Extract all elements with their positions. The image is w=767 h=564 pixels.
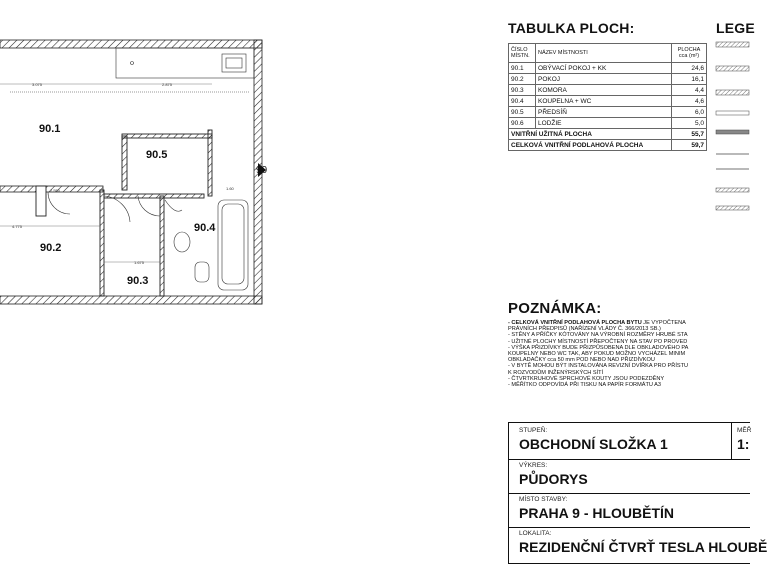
outer-walls bbox=[0, 40, 262, 304]
room-number: 90.6 bbox=[509, 118, 536, 129]
total-floor-value: 59,7 bbox=[672, 140, 707, 151]
room-area: 4,4 bbox=[672, 85, 707, 96]
room-area: 24,6 bbox=[672, 63, 707, 74]
site-label: MÍSTO STAVBY: bbox=[519, 496, 568, 503]
table-row bbox=[509, 118, 707, 129]
locality-label: LOKALITA: bbox=[519, 530, 552, 537]
title-row-divider bbox=[509, 459, 750, 460]
notes-heading: POZNÁMKA: bbox=[508, 300, 602, 317]
room-label: 90.4 bbox=[194, 222, 216, 234]
scale-value: 1: bbox=[737, 436, 750, 452]
drawing-label: VÝKRES: bbox=[519, 462, 548, 469]
note-text: JE VYPOČTENA bbox=[641, 320, 686, 326]
legend-swatches bbox=[716, 40, 749, 220]
notes-list bbox=[508, 320, 749, 388]
note-text: - UŽITNÉ PLOCHY MÍSTNOSTÍ PŘEPOČTENY NA STAV PO PROVED bbox=[508, 338, 688, 345]
total-inner-label: VNITŘNÍ UŽITNÁ PLOCHA bbox=[509, 129, 672, 140]
room-area: 4,6 bbox=[672, 96, 707, 107]
room-label: 90.2 bbox=[40, 242, 62, 254]
site-value: PRAHA 9 - HLOUBĚTÍN bbox=[519, 505, 675, 521]
dim-label: 3.075 bbox=[32, 82, 43, 87]
legend-swatch bbox=[716, 111, 749, 115]
room-name: LODŽIE bbox=[536, 118, 672, 129]
legend-swatch bbox=[716, 42, 749, 47]
room-area: 5,0 bbox=[672, 118, 707, 129]
legend-swatch bbox=[716, 206, 749, 210]
dim-label: 1.60 bbox=[226, 186, 234, 191]
note-text: KOUPELNY NEBO WC TAK, ABY POKUD MOŽNO VYCHÁZEL MINIM bbox=[508, 351, 686, 358]
floor-plan bbox=[0, 0, 300, 330]
col-area-header: PLOCHA cca (m²) bbox=[672, 44, 707, 63]
area-table bbox=[508, 43, 707, 151]
note-line bbox=[508, 382, 749, 388]
dim-label: 2.550 bbox=[50, 188, 61, 193]
kitchen-counter bbox=[10, 48, 254, 92]
room-name: KOMORA bbox=[536, 85, 672, 96]
room-area: 16,1 bbox=[672, 74, 707, 85]
col-number-header: ČÍSLO MÍSTN. bbox=[509, 44, 536, 63]
dim-label: 4.775 bbox=[12, 224, 23, 229]
section-marker-label: 90 bbox=[256, 165, 268, 176]
title-row-divider bbox=[509, 493, 750, 494]
note-text: - STĚNY A PŘÍČKY KÓTOVÁNY NA VÝROBNÍ ROZMĚRY HRUBÉ STA bbox=[508, 332, 688, 339]
dim-label: 1.675 bbox=[134, 260, 145, 265]
room-name: KOUPELNA + WC bbox=[536, 96, 672, 107]
drawing-value: PŮDORYS bbox=[519, 471, 588, 487]
room-number: 90.5 bbox=[509, 107, 536, 118]
col-name-header: NÁZEV MÍSTNOSTI bbox=[536, 44, 672, 63]
table-row bbox=[509, 85, 707, 96]
room-number: 90.3 bbox=[509, 85, 536, 96]
note-text: K ROZVODŮM INŽENÝRSKÝCH SÍTÍ bbox=[508, 369, 604, 376]
locality-value: REZIDENČNÍ ČTVRŤ TESLA HLOUBĚ bbox=[519, 539, 767, 555]
note-text: - MĚŘÍTKO ODPOVÍDÁ PŘI TISKU NA PAPÍR FORMÁTU A3 bbox=[508, 382, 662, 389]
scale-divider bbox=[731, 423, 732, 459]
room-name: POKOJ bbox=[536, 74, 672, 85]
stage-value: OBCHODNÍ SLOŽKA 1 bbox=[519, 436, 668, 452]
area-table-heading: TABULKA PLOCH: bbox=[508, 20, 635, 36]
table-header-row bbox=[509, 44, 707, 63]
room-name: PŘEDSÍŇ bbox=[536, 107, 672, 118]
room-name: OBÝVACÍ POKOJ + KK bbox=[536, 63, 672, 74]
room-label: 90.5 bbox=[146, 149, 168, 161]
table-row bbox=[509, 74, 707, 85]
total-floor-row bbox=[509, 140, 707, 151]
note-text: PRÁVNÍCH PŘEDPISŮ (NAŘÍZENÍ VLÁDY Č. 366/2013 SB.) bbox=[508, 326, 661, 333]
scale-label: MĚŘ bbox=[737, 427, 752, 434]
note-text: OBKLADAČKY cca 50 mm POD NEBO NAD PŘIZDÍVKOU bbox=[508, 357, 655, 364]
floor-plan-drawing bbox=[0, 0, 300, 330]
room-number: 90.4 bbox=[509, 96, 536, 107]
legend-swatch bbox=[716, 188, 749, 192]
total-inner-row bbox=[509, 129, 707, 140]
room-area: 6,0 bbox=[672, 107, 707, 118]
title-block bbox=[508, 422, 767, 564]
room-number: 90.2 bbox=[509, 74, 536, 85]
table-row bbox=[509, 107, 707, 118]
dim-label: 2.875 bbox=[162, 82, 173, 87]
table-row bbox=[509, 63, 707, 74]
room-label: 90.3 bbox=[127, 275, 149, 287]
table-row bbox=[509, 96, 707, 107]
note-bold: - CELKOVÁ VNITŘNÍ PODLAHOVÁ PLOCHA BYTU bbox=[508, 320, 642, 326]
title-row-divider bbox=[509, 527, 750, 528]
legend-swatch bbox=[716, 130, 749, 134]
legend-heading: LEGE bbox=[716, 20, 755, 36]
stage-label: STUPEŇ: bbox=[519, 427, 548, 434]
note-text: - V BYTĚ MOHOU BÝT INSTALOVÁNA REVIZNÍ DVÍŘKA PRO PŘÍSTU bbox=[508, 363, 689, 370]
note-text: - ČTVRTKRUHOVÉ SPRCHOVÉ KOUTY JSOU PODEZDĚNY bbox=[508, 375, 665, 382]
dimension-lines bbox=[0, 84, 212, 262]
total-floor-label: CELKOVÁ VNITŘNÍ PODLAHOVÁ PLOCHA bbox=[509, 140, 672, 151]
bathroom-fixtures bbox=[165, 200, 248, 290]
room-number: 90.1 bbox=[509, 63, 536, 74]
total-inner-value: 55,7 bbox=[672, 129, 707, 140]
legend-swatch bbox=[716, 66, 749, 71]
room-label: 90.1 bbox=[39, 123, 61, 135]
legend-swatch bbox=[716, 90, 749, 95]
note-text: - VÝŠKA PŘIZDÍVKY BUDE PŘIZPŮSOBENA DLE OBKLADOVÉHO PA bbox=[508, 344, 689, 351]
